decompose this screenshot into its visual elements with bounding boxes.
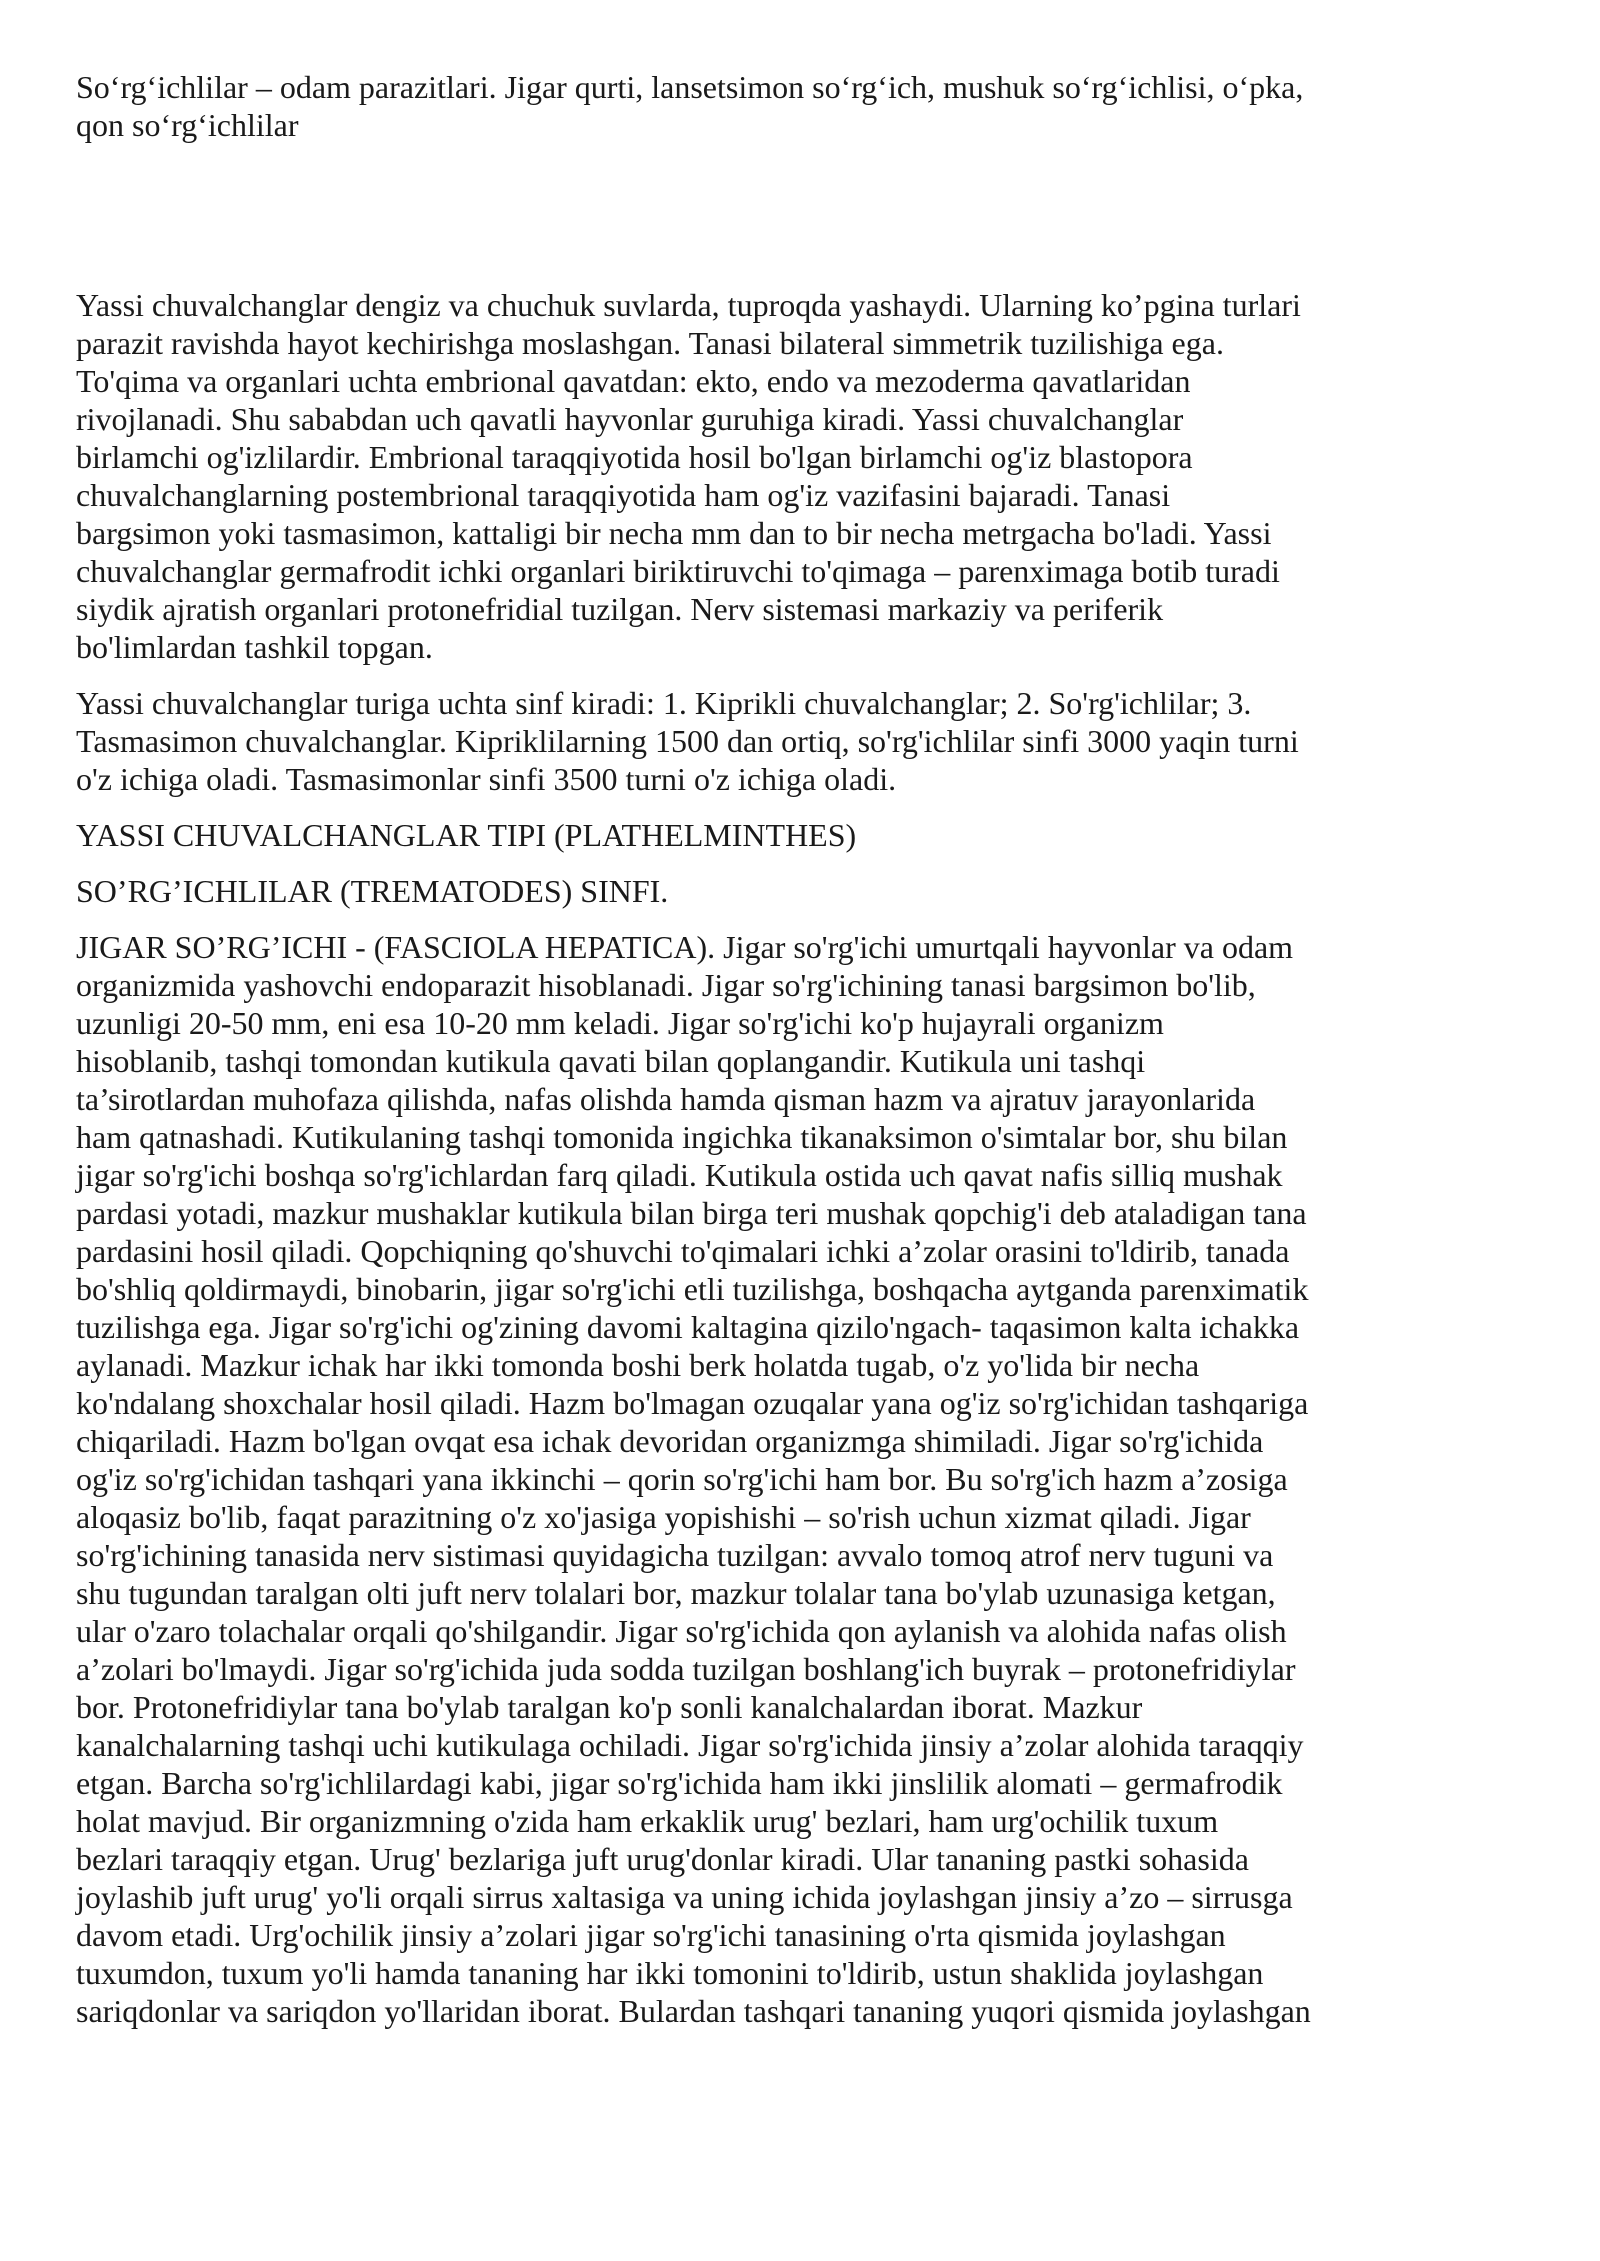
paragraph-line: bo'limlardan tashkil topgan. <box>76 629 433 665</box>
paragraph-line: ta’sirotlardan muhofaza qilishda, nafas olishda hamda qisman hazm va ajratuv jarayonlarida <box>76 1081 1256 1117</box>
paragraph-line: kanalchalarning tashqi uchi kutikulaga ochiladi. Jigar so'rg'ichida jinsiy a’zolar alohida taraqqiy <box>76 1727 1304 1763</box>
paragraph-line: YASSI CHUVALCHANGLAR TIPI (PLATHELMINTHES) <box>76 817 857 853</box>
paragraph-line: Yassi chuvalchanglar dengiz va chuchuk suvlarda, tuproqda yashaydi. Ularning ko’pgina turlari <box>76 287 1301 323</box>
paragraph-line: sariqdonlar va sariqdon yo'llaridan iborat. Bulardan tashqari tananing yuqori qismida joylashgan <box>76 1993 1311 2029</box>
paragraph-line: bo'shliq qoldirmaydi, binobarin, jigar so'rg'ichi etli tuzilishga, boshqacha aytganda parenximatik <box>76 1271 1309 1307</box>
paragraph-line: tuxumdon, tuxum yo'li hamda tananing har ikki tomonini to'ldirib, ustun shaklida joylashgan <box>76 1955 1264 1991</box>
paragraph <box>76 286 1530 666</box>
paragraph <box>76 684 1530 798</box>
paragraph-line: etgan. Barcha so'rg'ichlilardagi kabi, jigar so'rg'ichida ham ikki jinslilik alomati – germafrodik <box>76 1765 1283 1801</box>
paragraph-line: holat mavjud. Bir organizmning o'zida ham erkaklik urug' bezlari, ham urg'ochilik tuxum <box>76 1803 1219 1839</box>
paragraph-line: parazit ravishda hayot kechirishga moslashgan. Tanasi bilateral simmetrik tuzilishiga ega. <box>76 325 1224 361</box>
paragraph-line: bor. Protonefridiylar tana bo'ylab taralgan ko'p sonli kanalchalardan iborat. Mazkur <box>76 1689 1143 1725</box>
paragraph-line: aylanadi. Mazkur ichak har ikki tomonda boshi berk holatda tugab, o'z yo'lida bir necha <box>76 1347 1200 1383</box>
title-line: So‘rg‘ichlilar – odam parazitlari. Jigar qurti, lansetsimon so‘rg‘ich, mushuk so‘rg‘ichlisi, o‘pka, <box>76 69 1304 105</box>
title-line: qon so‘rg‘ichlilar <box>76 107 299 143</box>
paragraph-line: JIGAR SO’RG’ICHI - (FASCIOLA HEPATICA). Jigar so'rg'ichi umurtqali hayvonlar va odam <box>76 929 1294 965</box>
paragraph-line: aloqasiz bo'lib, faqat parazitning o'z xo'jasiga yopishishi – so'rish uchun xizmat qiladi. Jigar <box>76 1499 1251 1535</box>
paragraph-line: rivojlanadi. Shu sababdan uch qavatli hayvonlar guruhiga kiradi. Yassi chuvalchanglar <box>76 401 1184 437</box>
paragraph-line: pardasi yotadi, mazkur mushaklar kutikula bilan birga teri mushak qopchig'i deb ataladigan tana <box>76 1195 1307 1231</box>
paragraph-line: a’zolari bo'lmaydi. Jigar so'rg'ichida juda sodda tuzilgan boshlang'ich buyrak – protonefridiylar <box>76 1651 1296 1687</box>
paragraph-line: hisoblanib, tashqi tomondan kutikula qavati bilan qoplangandir. Kutikula uni tashqi <box>76 1043 1146 1079</box>
paragraph-line: so'rg'ichining tanasida nerv sistimasi quyidagicha tuzilgan: avvalo tomoq atrof nerv tuguni va <box>76 1537 1274 1573</box>
paragraph-line: bargsimon yoki tasmasimon, kattaligi bir necha mm dan to bir necha metrgacha bo'ladi. Yassi <box>76 515 1272 551</box>
paragraph-line: ham qatnashadi. Kutikulaning tashqi tomonida ingichka tikanaksimon o'simtalar bor, shu bilan <box>76 1119 1288 1155</box>
paragraph-line: organizmida yashovchi endoparazit hisoblanadi. Jigar so'rg'ichining tanasi bargsimon bo'lib, <box>76 967 1256 1003</box>
paragraph-line: chuvalchanglarning postembrional taraqqiyotida ham og'iz vazifasini bajaradi. Tanasi <box>76 477 1171 513</box>
paragraph <box>76 928 1530 2030</box>
paragraph-line: jigar so'rg'ichi boshqa so'rg'ichlardan farq qiladi. Kutikula ostida uch qavat nafis silliq mushak <box>76 1157 1283 1193</box>
paragraph-line: tuzilishga ega. Jigar so'rg'ichi og'zining davomi kaltagina qizilo'ngach- taqasimon kalta ichakka <box>76 1309 1300 1345</box>
paragraph-line: pardasini hosil qiladi. Qopchiqning qo'shuvchi to'qimalari ichki a’zolar orasini to'ldirib, tanada <box>76 1233 1290 1269</box>
paragraph-line: davom etadi. Urg'ochilik jinsiy a’zolari jigar so'rg'ichi tanasining o'rta qismida joylashgan <box>76 1917 1226 1953</box>
paragraph-line: ular o'zaro tolachalar orqali qo'shilgandir. Jigar so'rg'ichida qon aylanish va alohida nafas olish <box>76 1613 1287 1649</box>
paragraph-line: og'iz so'rg'ichidan tashqari yana ikkinchi – qorin so'rg'ichi ham bor. Bu so'rg'ich hazm a’zosiga <box>76 1461 1288 1497</box>
paragraph-line: siydik ajratish organlari protonefridial tuzilgan. Nerv sistemasi markaziy va periferik <box>76 591 1164 627</box>
paragraph-line: SO’RG’ICHLILAR (TREMATODES) SINFI. <box>76 873 669 909</box>
document-body <box>76 286 1530 2030</box>
paragraph-line: bezlari taraqqiy etgan. Urug' bezlariga juft urug'donlar kiradi. Ular tananing pastki sohasida <box>76 1841 1249 1877</box>
paragraph-line: joylashib juft urug' yo'li orqali sirrus xaltasiga va uning ichida joylashgan jinsiy a’zo – sirrusga <box>76 1879 1293 1915</box>
paragraph <box>76 816 1530 854</box>
paragraph-line: shu tugundan taralgan olti juft nerv tolalari bor, mazkur tolalar tana bo'ylab uzunasiga ketgan, <box>76 1575 1276 1611</box>
paragraph-line: o'z ichiga oladi. Tasmasimonlar sinfi 3500 turni o'z ichiga oladi. <box>76 761 897 797</box>
document-title <box>76 68 1530 144</box>
paragraph-line: chuvalchanglar germafrodit ichki organlari biriktiruvchi to'qimaga – parenximaga botib turadi <box>76 553 1280 589</box>
paragraph-line: Yassi chuvalchanglar turiga uchta sinf kiradi: 1. Kiprikli chuvalchanglar; 2. So'rg'ichlilar; 3. <box>76 685 1252 721</box>
paragraph-line: Tasmasimon chuvalchanglar. Kipriklilarning 1500 dan ortiq, so'rg'ichlilar sinfi 3000 yaqin turni <box>76 723 1299 759</box>
paragraph-line: chiqariladi. Hazm bo'lgan ovqat esa ichak devoridan organizmga shimiladi. Jigar so'rg'ichida <box>76 1423 1264 1459</box>
paragraph-line: To'qima va organlari uchta embrional qavatdan: ekto, endo va mezoderma qavatlaridan <box>76 363 1191 399</box>
paragraph <box>76 872 1530 910</box>
paragraph-line: birlamchi og'izlilardir. Embrional taraqqiyotida hosil bo'lgan birlamchi og'iz blastopora <box>76 439 1193 475</box>
paragraph-line: uzunligi 20-50 mm, eni esa 10-20 mm keladi. Jigar so'rg'ichi ko'p hujayrali organizm <box>76 1005 1164 1041</box>
paragraph-line: ko'ndalang shoxchalar hosil qiladi. Hazm bo'lmagan ozuqalar yana og'iz so'rg'ichidan tashqariga <box>76 1385 1309 1421</box>
